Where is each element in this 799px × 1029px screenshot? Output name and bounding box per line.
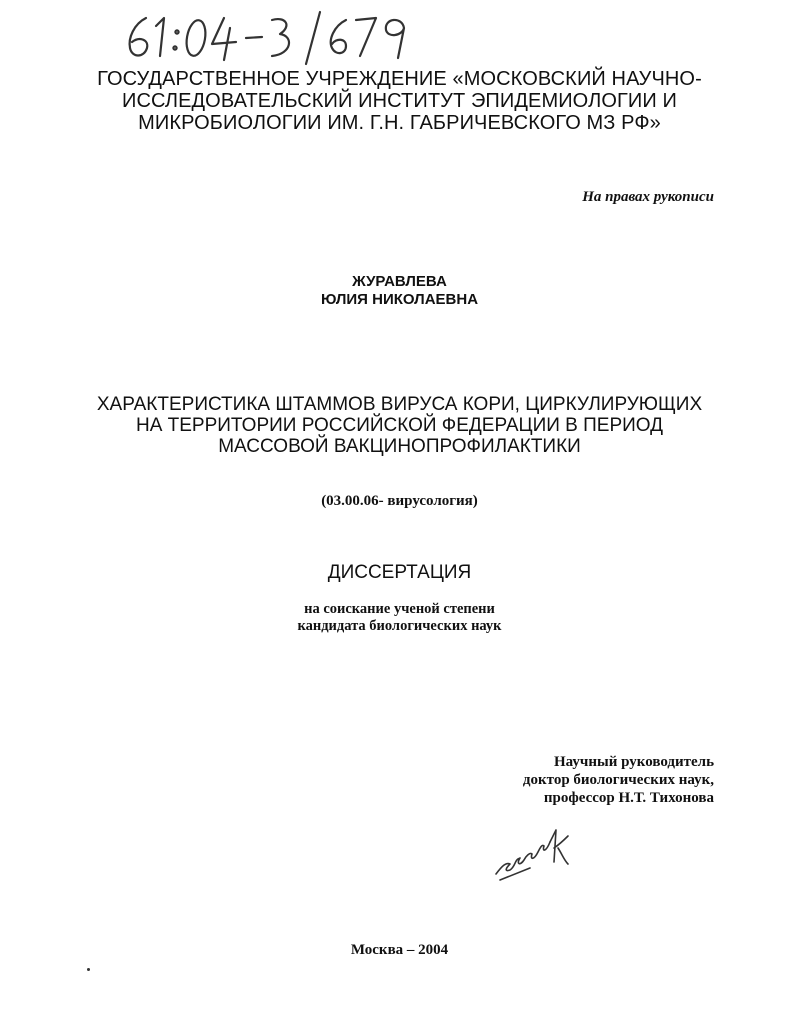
dissertation-title (0, 394, 799, 457)
city-year: Москва – 2004 (350, 942, 449, 958)
author-surname: ЖУРАВЛЕВА (352, 273, 447, 290)
title-line: НА ТЕРРИТОРИИ РОССИЙСКОЙ ФЕДЕРАЦИИ В ПЕРИОД (135, 415, 664, 436)
supervisor-line: профессор Н.Т. Тихонова (543, 790, 714, 806)
degree-line: кандидата биологических наук (297, 618, 502, 634)
author-name (0, 273, 799, 309)
supervisor-block (523, 753, 714, 807)
handwritten-signature (490, 822, 580, 882)
supervisor-line: Научный руководитель (554, 754, 714, 770)
scan-speck (87, 968, 90, 971)
title-line: ХАРАКТЕРИСТИКА ШТАММОВ ВИРУСА КОРИ, ЦИРКУЛИРУЮЩИХ (96, 394, 703, 415)
author-given-names: ЮЛИЯ НИКОЛАЕВНА (320, 291, 479, 308)
handwritten-catalog-number (120, 6, 460, 66)
manuscript-note: На правах рукописи (582, 189, 714, 205)
degree-statement (0, 601, 799, 635)
degree-line: на соискание ученой степени (304, 601, 495, 617)
institution-line: МИКРОБИОЛОГИИ ИМ. Г.Н. ГАБРИЧЕВСКОГО МЗ РФ» (138, 112, 661, 134)
institution-name (0, 68, 799, 134)
title-line: МАССОВОЙ ВАКЦИНОПРОФИЛАКТИКИ (218, 436, 581, 457)
document-type: ДИССЕРТАЦИЯ (327, 562, 472, 583)
supervisor-line: доктор биологических наук, (522, 772, 714, 788)
specialty-code: (03.00.06- вирусология) (321, 493, 478, 509)
institution-line: ГОСУДАРСТВЕННОЕ УЧРЕЖДЕНИЕ «МОСКОВСКИЙ НАУЧНО- (97, 68, 702, 90)
institution-line: ИССЛЕДОВАТЕЛЬСКИЙ ИНСТИТУТ ЭПИДЕМИОЛОГИИ И (121, 90, 678, 112)
